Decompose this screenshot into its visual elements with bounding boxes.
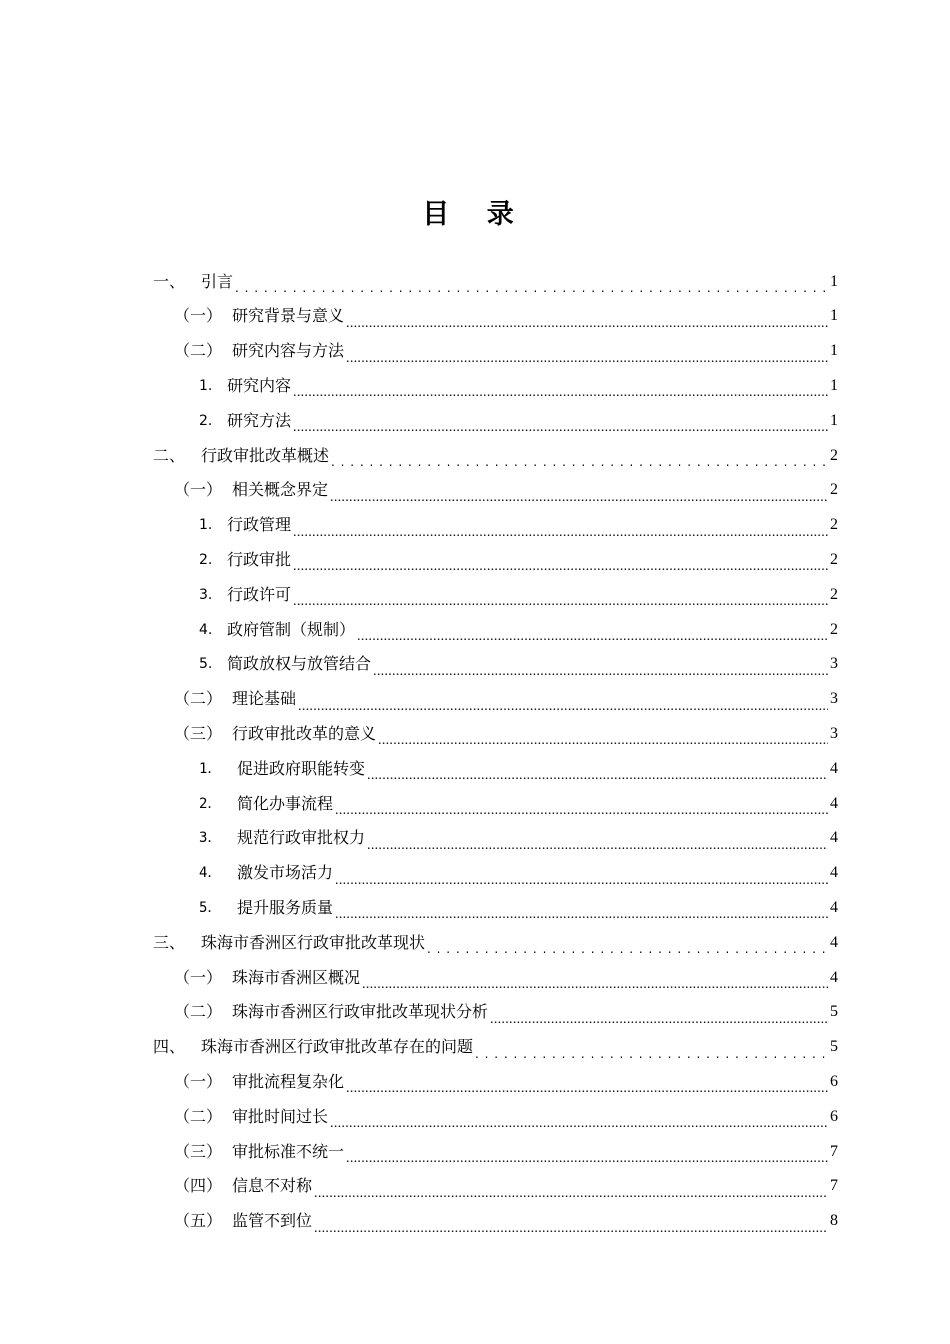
toc-entry-page-number: 4 [830, 829, 838, 847]
toc-entry[interactable] [199, 786, 838, 821]
dot-leader [346, 347, 828, 369]
dot-leader [314, 1217, 828, 1239]
toc-entry[interactable] [199, 577, 838, 612]
toc-entry[interactable] [174, 716, 838, 751]
toc-entry-title: 行政审批改革的意义 [232, 723, 377, 743]
toc-title: 目 录 [422, 199, 528, 230]
toc-entry-number: 一、 [153, 271, 186, 291]
toc-entry[interactable] [174, 473, 838, 508]
toc-entry-page-number: 2 [830, 585, 838, 603]
toc-entry-number: （二） [174, 1002, 223, 1022]
dot-leader [293, 416, 828, 438]
toc-entry-number: （三） [174, 723, 223, 743]
toc-entry-title: 监管不到位 [232, 1211, 313, 1231]
toc-entry-title: 珠海市香洲区行政审批改革存在的问题 [201, 1037, 474, 1057]
toc-entry-number: （一） [174, 1071, 223, 1091]
dot-leader [367, 834, 828, 856]
toc-entry-title: 研究内容与方法 [232, 341, 345, 361]
toc-entry-page-number: 2 [830, 550, 838, 568]
toc-entry-title: 激发市场活力 [237, 863, 334, 883]
toc-entry-number: 5． [199, 899, 222, 916]
toc-entry[interactable] [153, 264, 838, 299]
toc-entry-number: 3. [199, 586, 213, 603]
dot-leader [293, 590, 828, 612]
toc-entry-number: （一） [174, 306, 223, 326]
dot-leader [314, 1182, 828, 1204]
toc-entry-page-number: 4 [830, 968, 838, 986]
toc-entry[interactable] [174, 995, 838, 1030]
toc-entry-title: 提升服务质量 [237, 897, 334, 917]
toc-entry-title: 相关概念界定 [232, 480, 329, 500]
toc-entry-title: 行政许可 [227, 584, 292, 604]
toc-entry-number: （五） [174, 1211, 223, 1231]
toc-entry-number: 2． [199, 795, 222, 812]
toc-entry[interactable] [174, 334, 838, 369]
toc-entry-page-number: 4 [830, 933, 838, 951]
toc-entry[interactable] [199, 508, 838, 543]
toc-entry-title: 政府管制（规制） [227, 619, 356, 639]
toc-entry-number: 1. [199, 377, 213, 394]
toc-entry-page-number: 3 [830, 655, 838, 673]
toc-entry-page-number: 6 [830, 1107, 838, 1125]
dot-leader [330, 1112, 828, 1134]
toc-entry[interactable] [174, 960, 838, 995]
toc-entry[interactable] [174, 299, 838, 334]
toc-entry-number: （一） [174, 480, 223, 500]
toc-entry-number: （二） [174, 689, 223, 709]
toc-entry-page-number: 4 [830, 898, 838, 916]
toc-entry[interactable] [153, 438, 838, 473]
toc-entry-page-number: 3 [830, 690, 838, 708]
toc-entry-title: 简化办事流程 [237, 793, 334, 813]
toc-entry-title: 审批时间过长 [232, 1106, 329, 1126]
toc-entry-title: 珠海市香洲区概况 [232, 967, 361, 987]
toc-entry-page-number: 2 [830, 516, 838, 534]
toc-entry[interactable] [199, 821, 838, 856]
dot-leader [331, 451, 828, 473]
toc-entry-page-number: 7 [830, 1142, 838, 1160]
toc-entry-number: 4． [199, 865, 222, 882]
toc-entry-title: 行政审批 [227, 549, 292, 569]
toc-entry[interactable] [199, 368, 838, 403]
toc-entry-page-number: 4 [830, 864, 838, 882]
toc-entry-page-number: 6 [830, 1072, 838, 1090]
toc-entry-number: 3． [199, 830, 222, 847]
dot-leader [335, 799, 828, 821]
toc-entry-number: 1. [199, 517, 213, 534]
toc-entry-title: 审批标准不统一 [232, 1141, 345, 1161]
toc-entry[interactable] [153, 1030, 838, 1065]
dot-leader [378, 729, 828, 751]
toc-entry-page-number: 1 [830, 411, 838, 429]
toc-entry-number: （二） [174, 341, 223, 361]
toc-entry[interactable] [199, 751, 838, 786]
toc-entry-number: （四） [174, 1176, 223, 1196]
toc-entry-page-number: 5 [830, 1003, 838, 1021]
dot-leader [235, 277, 828, 299]
toc-entry-page-number: 1 [830, 272, 838, 290]
toc-entry-title: 研究背景与意义 [232, 306, 345, 326]
toc-entry-page-number: 2 [830, 481, 838, 499]
dot-leader [298, 695, 828, 717]
dot-leader [346, 312, 828, 334]
dot-leader [362, 973, 828, 995]
toc-entry[interactable] [174, 1064, 838, 1099]
toc-entry-page-number: 4 [830, 759, 838, 777]
toc-entry-page-number: 2 [830, 446, 838, 464]
toc-entry-page-number: 8 [830, 1212, 838, 1230]
toc-entry-title: 信息不对称 [232, 1176, 313, 1196]
toc-entry-title: 促进政府职能转变 [237, 758, 366, 778]
dot-leader [346, 1077, 828, 1099]
toc-entry-number: 1． [199, 760, 222, 777]
toc-entry-page-number: 1 [830, 307, 838, 325]
toc-entry-page-number: 4 [830, 794, 838, 812]
toc-entry-number: 4. [199, 621, 213, 638]
toc-entry-title: 规范行政审批权力 [237, 828, 366, 848]
toc-entry-number: （三） [174, 1141, 223, 1161]
toc-entry-number: 5. [199, 656, 213, 673]
toc-entry-title: 理论基础 [232, 689, 297, 709]
toc-entry-title: 珠海市香洲区行政审批改革现状 [201, 932, 426, 952]
toc-entry-title: 引言 [201, 271, 234, 291]
toc-entry-title: 行政审批改革概述 [201, 445, 330, 465]
dot-leader [335, 903, 828, 925]
toc-entry-number: 2. [199, 551, 213, 568]
toc-entry-page-number: 1 [830, 376, 838, 394]
toc-entry-number: （二） [174, 1106, 223, 1126]
toc-entry-number: 四、 [153, 1037, 186, 1057]
toc-entry[interactable] [199, 890, 838, 925]
toc-entry-title: 研究方法 [227, 410, 292, 430]
toc-entry-title: 研究内容 [227, 375, 292, 395]
toc-entry[interactable] [174, 1134, 838, 1169]
toc-entry[interactable] [174, 1099, 838, 1134]
dot-leader [357, 625, 828, 647]
toc-entry-number: 二、 [153, 445, 186, 465]
dot-leader [330, 486, 828, 508]
toc-entry[interactable] [199, 647, 838, 682]
toc-entry-title: 珠海市香洲区行政审批改革现状分析 [232, 1002, 489, 1022]
toc-entry-page-number: 5 [830, 1038, 838, 1056]
toc-entry-page-number: 2 [830, 620, 838, 638]
dot-leader [490, 1008, 828, 1030]
dot-leader [293, 521, 828, 543]
dot-leader [367, 764, 828, 786]
toc-entry[interactable] [199, 403, 838, 438]
dot-leader [475, 1043, 828, 1065]
toc-entry-title: 简政放权与放管结合 [227, 654, 372, 674]
dot-leader [346, 1147, 828, 1169]
dot-leader [335, 869, 828, 891]
toc-entry-number: （一） [174, 967, 223, 987]
toc-entry-number: 2. [199, 412, 213, 429]
dot-leader [427, 938, 828, 960]
toc-entry-title: 审批流程复杂化 [232, 1071, 345, 1091]
toc-entry-number: 三、 [153, 932, 186, 952]
toc-entry[interactable] [174, 1204, 838, 1239]
toc-entry-page-number: 3 [830, 724, 838, 742]
toc-entry[interactable] [153, 925, 838, 960]
toc-entry[interactable] [174, 682, 838, 717]
toc-entry[interactable] [199, 856, 838, 891]
toc-entry-title: 行政管理 [227, 515, 292, 535]
toc-entry[interactable] [174, 1169, 838, 1204]
toc-entry[interactable] [199, 612, 838, 647]
dot-leader [373, 660, 828, 682]
toc-entry[interactable] [199, 542, 838, 577]
dot-leader [293, 555, 828, 577]
toc-entry-page-number: 7 [830, 1177, 838, 1195]
dot-leader [293, 381, 828, 403]
toc-entry-page-number: 1 [830, 342, 838, 360]
